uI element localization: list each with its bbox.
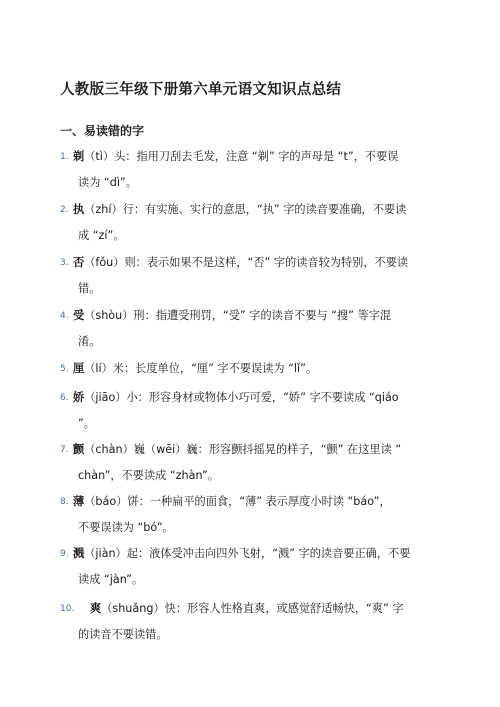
item-character: 溅 xyxy=(73,547,85,560)
item-text: （lí）米：长度单位，“厘” 字不要误读为 “lǐ”。 xyxy=(84,362,318,375)
item-number: 7. xyxy=(60,445,69,455)
section-heading: 一、易读错的字 xyxy=(60,124,145,138)
item-line-2: 不要误读为 “bó”。 xyxy=(78,521,174,534)
item-line-2: 淆。 xyxy=(78,335,101,348)
item-character: 娇 xyxy=(73,391,85,404)
item-line-1 xyxy=(60,546,450,562)
item-character: 剃 xyxy=(73,150,85,163)
item-line-2: 成 “zí”。 xyxy=(78,229,125,242)
item-line-1 xyxy=(60,601,450,617)
item-number: 1. xyxy=(60,152,69,162)
item-character: 受 xyxy=(73,309,85,322)
item-number: 2. xyxy=(60,205,69,215)
item-character: 否 xyxy=(73,256,85,269)
list-item xyxy=(60,149,450,191)
item-character: 爽 xyxy=(90,602,102,615)
list-item xyxy=(60,308,450,350)
item-line-1 xyxy=(60,361,450,377)
item-line-2: 的读音不要读错。 xyxy=(78,628,168,641)
item-text: （fǒu）则：表示如果不是这样，“否” 字的读音较为特别，不要读 xyxy=(84,256,409,269)
item-line-1 xyxy=(60,149,450,165)
item-character: 厘 xyxy=(73,362,85,375)
item-character: 颤 xyxy=(73,443,85,456)
list-item xyxy=(60,546,450,588)
list-item xyxy=(60,442,450,484)
item-number: 4. xyxy=(60,311,69,321)
item-line-2: ”。 xyxy=(78,417,95,430)
item-line-2: 读为 “dì”。 xyxy=(78,176,137,189)
list-item xyxy=(60,390,450,432)
item-line-1 xyxy=(60,390,450,406)
item-character: 执 xyxy=(73,203,85,216)
item-text: （zhí）行：有实施、实行的意思，“执” 字的读音要准确，不要读 xyxy=(84,203,407,216)
list-item xyxy=(60,255,450,297)
item-text: （chàn）巍（wēi）巍：形容颤抖摇晃的样子，“颤” 在这里读 “ xyxy=(84,443,402,456)
item-text: （tì）头：指用刀刮去毛发，注意 “剃” 字的声母是 “t”，不要误 xyxy=(84,150,399,163)
item-number: 3. xyxy=(60,258,69,268)
item-number: 8. xyxy=(60,497,69,507)
item-character: 薄 xyxy=(73,495,85,508)
item-line-1 xyxy=(60,255,450,271)
list-item xyxy=(60,494,450,536)
list-item xyxy=(60,601,450,643)
item-text: （jiāo）小：形容身材或物体小巧可爱，“娇” 字不要读成 “qiáo xyxy=(84,391,399,404)
document-title: 人教版三年级下册第六单元语文知识点总结 xyxy=(60,82,342,98)
item-number: 9. xyxy=(60,549,69,559)
item-text: （shuǎng）快：形容人性格直爽，或感觉舒适畅快，“爽” 字 xyxy=(101,602,404,615)
item-number: 10. xyxy=(60,604,75,614)
item-text: （jiàn）起：液体受冲击向四外飞射，“溅” 字的读音要正确，不要 xyxy=(84,547,411,560)
item-line-2: chàn”，不要读成 “zhàn”。 xyxy=(78,469,219,482)
item-text: （báo）饼：一种扁平的面食，“薄” 表示厚度小时读 “báo”， xyxy=(84,495,391,508)
list-item xyxy=(60,361,450,377)
item-line-1 xyxy=(60,494,450,510)
item-text: （shòu）刑：指遭受刑罚，“受” 字的读音不要与 “搜” 等字混 xyxy=(84,309,392,322)
item-line-2: 读成 “jàn”。 xyxy=(78,573,144,586)
item-number: 6. xyxy=(60,393,69,403)
item-line-1 xyxy=(60,202,450,218)
item-line-2: 错。 xyxy=(78,282,101,295)
item-line-1 xyxy=(60,442,450,458)
list-item xyxy=(60,202,450,244)
item-number: 5. xyxy=(60,364,69,374)
item-line-1 xyxy=(60,308,450,324)
